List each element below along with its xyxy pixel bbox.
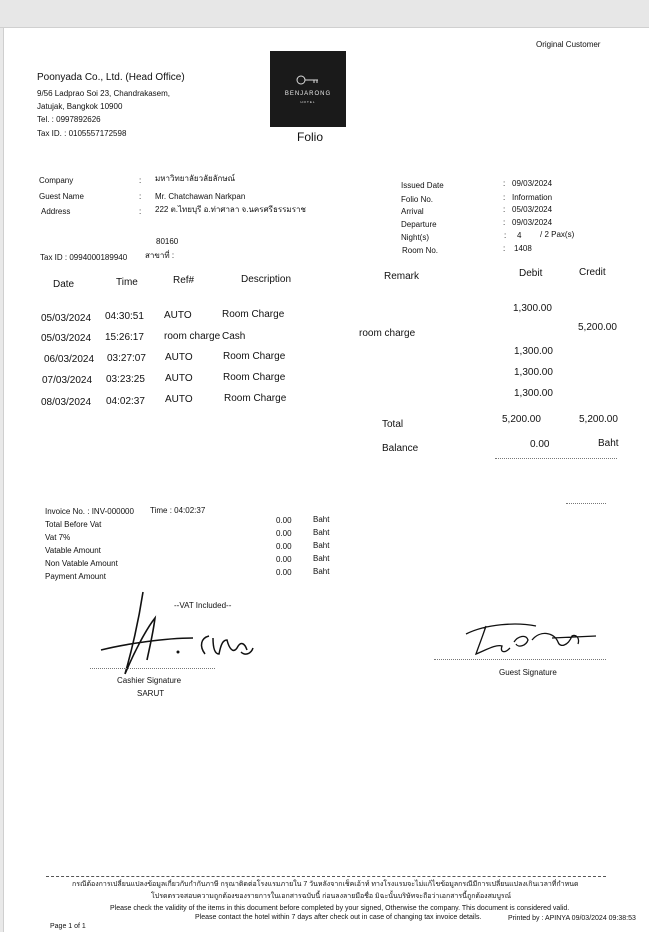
footer-en-line2: Please contact the hotel within 7 days after check out in case of changing tax invoice details. xyxy=(195,914,482,921)
summary-label: Payment Amount xyxy=(45,572,106,581)
colon: : xyxy=(503,205,506,214)
col-header-remark: Remark xyxy=(384,271,420,282)
col-header-time: Time xyxy=(116,277,138,288)
row-date: 07/03/2024 xyxy=(42,375,93,386)
summary-unit: Baht xyxy=(313,567,330,576)
total-label: Total xyxy=(382,419,404,430)
footer-thai-line2: โปรดตรวจสอบความถูกต้องของรายการในเอกสารฉบับนี้ ก่อนลงลายมือชื่อ มิฉะนั้นบริษัทจะถือว่าเอกสารนี้ถูกต้องสมบูรณ์ xyxy=(151,893,512,900)
row-description: Room Charge xyxy=(223,351,286,362)
colon: : xyxy=(139,192,142,201)
balance-label: Balance xyxy=(382,443,419,454)
total-credit: 5,200.00 xyxy=(579,414,618,425)
logo-brand: BENJARONG xyxy=(284,91,332,97)
folio-no-value: Information xyxy=(512,193,553,202)
divider xyxy=(566,503,606,504)
row-time: 03:23:25 xyxy=(106,374,145,385)
logo-sub: HOTEL xyxy=(300,100,316,104)
balance-value: 0.00 xyxy=(530,439,550,450)
printed-by: Printed by : APINYA 09/03/2024 09:38:53 xyxy=(508,915,636,922)
col-header-ref: Ref# xyxy=(173,275,195,286)
row-remark: room charge xyxy=(359,328,416,339)
row-ref: AUTO xyxy=(165,394,193,405)
row-time: 03:27:07 xyxy=(107,353,146,364)
col-header-credit: Credit xyxy=(579,267,606,278)
row-description: Cash xyxy=(222,331,246,342)
cashier-signature-icon xyxy=(95,588,275,680)
cashier-name: SARUT xyxy=(137,689,165,698)
pax-value: / 2 Pax(s) xyxy=(540,230,575,239)
page-number: Page 1 of 1 xyxy=(50,923,86,930)
row-credit: 5,200.00 xyxy=(578,322,617,333)
arrival-value: 05/03/2024 xyxy=(512,205,553,214)
summary-value: 0.00 xyxy=(276,555,292,564)
company-value: มหาวิทยาลัยวลัยลักษณ์ xyxy=(155,174,236,183)
summary-unit: Baht xyxy=(313,515,330,524)
company-label: Company xyxy=(39,176,74,185)
departure-value: 09/03/2024 xyxy=(512,218,553,227)
guest-tax-id: Tax ID : 0994000189940 xyxy=(40,253,128,262)
folio-page xyxy=(3,28,649,932)
room-no-label: Room No. xyxy=(402,246,439,255)
summary-value: 0.00 xyxy=(276,516,292,525)
postcode: 80160 xyxy=(156,237,179,246)
row-debit: 1,300.00 xyxy=(513,303,552,314)
footer-thai-line1: กรณีต้องการเปลี่ยนแปลงข้อมูลเกี่ยวกับกำกับภาษี กรุณาติดต่อโรงแรมภายใน 7 วันหลังจากเช็คเอ้าท์ ทางโรงแรมจะไม่แก้ไขข้อมูลกรณีมีการเปลี่ยนแปลงเกินเวลาที่กำหนด xyxy=(72,881,579,888)
folio-no-label: Folio No. xyxy=(401,195,434,204)
hotel-tel: Tel. : 0997892626 xyxy=(37,115,101,124)
summary-label: Non Vatable Amount xyxy=(45,559,118,568)
hotel-logo xyxy=(270,51,346,127)
row-ref: AUTO xyxy=(164,310,192,321)
issued-date-label: Issued Date xyxy=(401,181,444,190)
invoice-number: Invoice No. : INV-000000 xyxy=(45,507,134,516)
row-date: 08/03/2024 xyxy=(41,397,92,408)
row-ref: AUTO xyxy=(165,373,193,384)
guest-name-label: Guest Name xyxy=(39,192,84,201)
invoice-time: Time : 04:02:37 xyxy=(150,506,206,515)
arrival-label: Arrival xyxy=(401,207,424,216)
nights-value: 4 xyxy=(517,231,522,240)
row-debit: 1,300.00 xyxy=(514,388,553,399)
row-time: 04:02:37 xyxy=(106,396,145,407)
cashier-signature-label: Cashier Signature xyxy=(117,676,182,685)
branch-label: สาขาที่ : xyxy=(145,251,175,260)
balance-underline xyxy=(495,458,617,459)
row-date: 05/03/2024 xyxy=(41,333,92,344)
colon: : xyxy=(503,193,506,202)
col-header-description: Description xyxy=(241,274,292,285)
guest-name-value: Mr. Chatchawan Narkpan xyxy=(155,192,246,201)
footer-en-line1: Please check the validity of the items in this document before completed by your signed, Otherwise the company. This document is considered valid. xyxy=(110,905,570,912)
issued-date-value: 09/03/2024 xyxy=(512,179,553,188)
row-date: 05/03/2024 xyxy=(41,313,92,324)
row-ref: AUTO xyxy=(165,352,193,363)
colon: : xyxy=(504,231,507,240)
colon: : xyxy=(139,207,142,216)
summary-label: Vatable Amount xyxy=(45,546,101,555)
document-title: Folio xyxy=(297,130,324,144)
footer-divider xyxy=(46,876,606,877)
row-description: Room Charge xyxy=(224,393,287,404)
balance-currency: Baht xyxy=(598,438,619,449)
row-date: 06/03/2024 xyxy=(44,354,95,365)
total-debit: 5,200.00 xyxy=(502,414,541,425)
row-description: Room Charge xyxy=(223,372,286,383)
row-time: 15:26:17 xyxy=(105,332,144,343)
address-value: 222 ต.ไทยบุรี อ.ท่าศาลา จ.นครศรีธรรมราช xyxy=(155,205,306,214)
summary-value: 0.00 xyxy=(276,542,292,551)
hotel-address-line1: 9/56 Ladprao Soi 23, Chandrakasem, xyxy=(37,89,170,98)
nights-label: Night(s) xyxy=(401,233,430,242)
colon: : xyxy=(503,218,506,227)
cashier-signature-line xyxy=(90,668,215,669)
colon: : xyxy=(139,176,142,185)
summary-label: Vat 7% xyxy=(45,533,71,542)
hotel-address-line2: Jatujak, Bangkok 10900 xyxy=(37,102,123,111)
col-header-date: Date xyxy=(53,279,75,290)
key-logo-icon xyxy=(296,73,320,87)
summary-unit: Baht xyxy=(313,541,330,550)
row-description: Room Charge xyxy=(222,309,285,320)
vat-included-note: --VAT Included-- xyxy=(174,601,232,610)
row-debit: 1,300.00 xyxy=(514,367,553,378)
room-no-value: 1408 xyxy=(514,244,532,253)
row-time: 04:30:51 xyxy=(105,311,144,322)
colon: : xyxy=(503,179,506,188)
summary-value: 0.00 xyxy=(276,529,292,538)
row-ref: room charge xyxy=(164,331,221,342)
viewer-toolbar xyxy=(0,0,649,28)
hotel-name: Poonyada Co., Ltd. (Head Office) xyxy=(37,72,185,83)
copy-label: Original Customer xyxy=(536,40,601,49)
col-header-debit: Debit xyxy=(519,268,543,279)
summary-label: Total Before Vat xyxy=(45,520,102,529)
summary-unit: Baht xyxy=(313,528,330,537)
guest-signature-line xyxy=(434,659,606,660)
hotel-tax-id: Tax ID. : 0105557172598 xyxy=(37,129,127,138)
colon: : xyxy=(503,244,506,253)
summary-value: 0.00 xyxy=(276,568,292,577)
guest-signature-label: Guest Signature xyxy=(499,668,557,677)
guest-signature-icon xyxy=(456,616,606,662)
departure-label: Departure xyxy=(401,220,437,229)
address-label: Address xyxy=(41,207,71,216)
summary-unit: Baht xyxy=(313,554,330,563)
row-debit: 1,300.00 xyxy=(514,346,553,357)
